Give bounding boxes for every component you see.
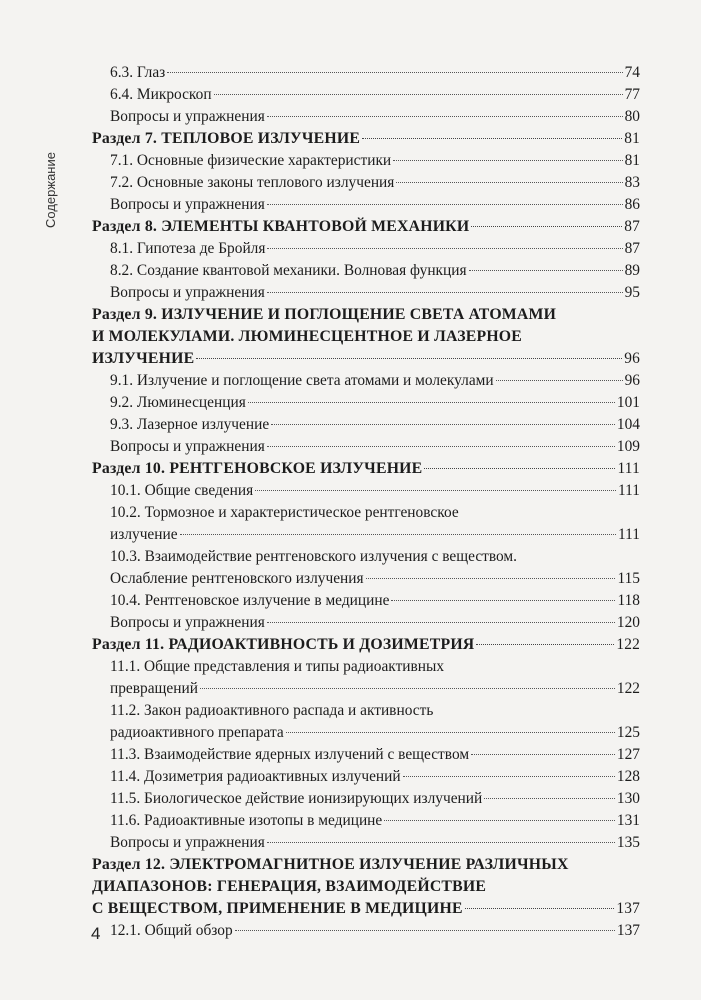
toc-section-entry (92, 854, 640, 920)
dot-leader (255, 490, 616, 491)
toc-section-entry (92, 216, 640, 238)
toc-entry-line (110, 480, 640, 502)
toc-entry-line (110, 62, 640, 84)
toc-entry-title: Вопросы и упражнения (110, 108, 265, 125)
toc-subsection-entry (92, 194, 640, 216)
toc-entry-title: 9.3. Лазерное излучение (110, 416, 270, 433)
toc-subsection-entry (92, 238, 640, 260)
toc-entry-title: 11.3. Взаимодействие ядерных излучений с веществом (110, 746, 470, 763)
toc-entry-title-line: 10.2. Тормозное и характеристическое рентгеновское (110, 504, 459, 521)
dot-leader (391, 600, 615, 601)
toc-entry-page: 122 (616, 680, 640, 697)
dot-leader (476, 644, 614, 645)
toc-subsection-entry (92, 106, 640, 128)
toc-entry-page: 115 (617, 570, 640, 587)
toc-entry-title: 9.2. Люминесценция (110, 394, 246, 411)
toc-entry-line (110, 150, 640, 172)
toc-subsection-entry (92, 744, 640, 766)
toc-entry-page: 111 (617, 460, 640, 477)
running-header-text: Содержание (43, 152, 58, 228)
toc-entry-page: 111 (618, 526, 640, 543)
toc-entry-page: 109 (616, 438, 640, 455)
toc-entry-title: 8.2. Создание квантовой механики. Волновая функция (110, 262, 467, 279)
dot-leader (267, 204, 623, 205)
dot-leader (366, 578, 616, 579)
dot-leader (180, 534, 616, 535)
toc-entry-line (110, 106, 640, 128)
dot-leader (196, 358, 622, 359)
toc-entry-page: 77 (624, 86, 640, 103)
toc-entry-line (110, 524, 640, 546)
toc-entry-page: 135 (616, 834, 640, 851)
toc-entry-line (110, 590, 640, 612)
toc-subsection-entry (92, 656, 640, 700)
toc-entry-line (110, 722, 640, 744)
toc-entry-line (110, 810, 640, 832)
toc-entry-page: 118 (617, 592, 640, 609)
toc-entry-page: 127 (616, 746, 640, 763)
toc-subsection-entry (92, 84, 640, 106)
dot-leader (484, 798, 615, 799)
toc-section-entry (92, 304, 640, 370)
toc-entry-page: 87 (624, 240, 640, 257)
toc-entry-page: 81 (624, 130, 640, 147)
toc-entry-line (110, 414, 640, 436)
toc-entry-line (92, 216, 640, 238)
toc-entry-line (92, 458, 640, 480)
toc-entry-page: 95 (624, 284, 640, 301)
toc-subsection-entry (92, 260, 640, 282)
toc-subsection-entry (92, 172, 640, 194)
toc-entry-page: 86 (624, 196, 640, 213)
dot-leader (214, 94, 623, 95)
toc-entry-page: 87 (624, 218, 640, 235)
toc-entry-line (110, 920, 640, 942)
toc-entry-title: Раздел 10. РЕНТГЕНОВСКОЕ ИЗЛУЧЕНИЕ (92, 460, 423, 477)
toc-subsection-entry (92, 62, 640, 84)
toc-entry-title: Раздел 7. ТЕПЛОВОЕ ИЗЛУЧЕНИЕ (92, 130, 361, 147)
dot-leader (267, 292, 623, 293)
toc-subsection-entry (92, 700, 640, 744)
toc-entry-title: Раздел 11. РАДИОАКТИВНОСТЬ И ДОЗИМЕТРИЯ (92, 636, 475, 653)
toc-entry-line (110, 172, 640, 194)
toc-entry-line (110, 84, 640, 106)
toc-entry-title-line: 10.3. Взаимодействие рентгеновского излучения с веществом. (110, 548, 518, 565)
toc-subsection-entry (92, 282, 640, 304)
toc-entry-title-line: Раздел 9. ИЗЛУЧЕНИЕ И ПОГЛОЩЕНИЕ СВЕТА АТОМАМИ (92, 306, 557, 323)
dot-leader (248, 402, 615, 403)
dot-leader (167, 72, 622, 73)
toc-subsection-entry (92, 502, 640, 546)
toc-entry-title: излучение (110, 526, 178, 543)
toc-entry-title-line: 11.2. Закон радиоактивного распада и активность (110, 702, 434, 719)
toc-entry-line (110, 392, 640, 414)
toc-entry-title-line: 11.1. Общие представления и типы радиоактивных (110, 658, 445, 675)
toc-entry-line (110, 744, 640, 766)
toc-entry-title: Раздел 8. ЭЛЕМЕНТЫ КВАНТОВОЙ МЕХАНИКИ (92, 218, 470, 235)
dot-leader (267, 446, 615, 447)
toc-entry-page: 120 (616, 614, 640, 631)
toc-entry-page: 131 (616, 812, 640, 829)
table-of-contents (92, 62, 640, 942)
toc-entry-title: 11.5. Биологическое действие ионизирующих излучений (110, 790, 483, 807)
toc-entry-title: 11.4. Дозиметрия радиоактивных излучений (110, 768, 401, 785)
toc-entry-title: 7.1. Основные физические характеристики (110, 152, 392, 169)
toc-entry-title: радиоактивного препарата (110, 724, 284, 741)
toc-entry-page: 128 (616, 768, 640, 785)
dot-leader (384, 820, 615, 821)
dot-leader (286, 732, 615, 733)
toc-subsection-entry (92, 788, 640, 810)
dot-leader (465, 908, 615, 909)
toc-subsection-entry (92, 392, 640, 414)
dot-leader (267, 622, 615, 623)
toc-subsection-entry (92, 546, 640, 590)
toc-entry-title: 11.6. Радиоактивные изотопы в медицине (110, 812, 383, 829)
toc-entry-line (110, 832, 640, 854)
dot-leader (267, 116, 623, 117)
toc-entry-title: Вопросы и упражнения (110, 438, 265, 455)
toc-entry-line (110, 568, 640, 590)
dot-leader (362, 138, 622, 139)
toc-entry-page: 89 (624, 262, 640, 279)
toc-subsection-entry (92, 414, 640, 436)
toc-entry-title: 12.1. Общий обзор (110, 922, 233, 939)
toc-entry-line (110, 260, 640, 282)
dot-leader (396, 182, 622, 183)
toc-entry-title: 6.3. Глаз (110, 64, 166, 81)
toc-entry-page: 80 (624, 108, 640, 125)
toc-entry-page: 74 (624, 64, 640, 81)
toc-entry-line (110, 766, 640, 788)
dot-leader (469, 270, 623, 271)
toc-entry-title-line: И МОЛЕКУЛАМИ. ЛЮМИНЕСЦЕНТНОЕ И ЛАЗЕРНОЕ (92, 328, 523, 345)
toc-subsection-entry (92, 810, 640, 832)
toc-entry-line (110, 788, 640, 810)
toc-entry-title: 10.4. Рентгеновское излучение в медицине (110, 592, 390, 609)
toc-entry-title: 9.1. Излучение и поглощение света атомами и молекулами (110, 372, 494, 389)
toc-entry-page: 130 (616, 790, 640, 807)
toc-entry-title: 10.1. Общие сведения (110, 482, 254, 499)
toc-entry-title: 8.1. Гипотеза де Бройля (110, 240, 266, 257)
toc-section-entry (92, 128, 640, 150)
dot-leader (267, 842, 615, 843)
toc-entry-title: Вопросы и упражнения (110, 834, 265, 851)
toc-entry-line (110, 678, 640, 700)
toc-section-entry (92, 458, 640, 480)
toc-entry-line (92, 348, 640, 370)
toc-entry-title: ИЗЛУЧЕНИЕ (92, 350, 195, 367)
toc-entry-page: 122 (616, 636, 640, 653)
dot-leader (471, 226, 622, 227)
dot-leader (471, 754, 615, 755)
toc-entry-line (92, 128, 640, 150)
toc-subsection-entry (92, 766, 640, 788)
toc-entry-page: 137 (616, 922, 640, 939)
running-header (43, 152, 58, 228)
dot-leader (393, 160, 622, 161)
toc-entry-title: Вопросы и упражнения (110, 196, 265, 213)
toc-entry-page: 125 (616, 724, 640, 741)
toc-entry-line (92, 898, 640, 920)
toc-subsection-entry (92, 150, 640, 172)
dot-leader (267, 248, 622, 249)
toc-entry-line (110, 612, 640, 634)
toc-entry-title: 6.4. Микроскоп (110, 86, 212, 103)
toc-subsection-entry (92, 612, 640, 634)
toc-entry-title: Ослабление рентгеновского излучения (110, 570, 364, 587)
toc-entry-page: 96 (624, 372, 640, 389)
toc-entry-title: Вопросы и упражнения (110, 284, 265, 301)
toc-entry-title-line: ДИАПАЗОНОВ: ГЕНЕРАЦИЯ, ВЗАИМОДЕЙСТВИЕ (92, 878, 487, 895)
toc-entry-page: 104 (616, 416, 640, 433)
toc-entry-page: 111 (618, 482, 640, 499)
toc-entry-line (110, 370, 640, 392)
toc-entry-page: 83 (624, 174, 640, 191)
toc-entry-line (92, 634, 640, 656)
toc-subsection-entry (92, 480, 640, 502)
toc-entry-title-line: Раздел 12. ЭЛЕКТРОМАГНИТНОЕ ИЗЛУЧЕНИЕ РАЗЛИЧНЫХ (92, 856, 569, 873)
toc-entry-page: 81 (624, 152, 640, 169)
dot-leader (271, 424, 615, 425)
dot-leader (403, 776, 615, 777)
toc-subsection-entry (92, 920, 640, 942)
toc-entry-title: превращений (110, 680, 198, 697)
toc-entry-line (110, 282, 640, 304)
toc-entry-title: С ВЕЩЕСТВОМ, ПРИМЕНЕНИЕ В МЕДИЦИНЕ (92, 900, 463, 917)
dot-leader (424, 468, 615, 469)
toc-entry-line (110, 238, 640, 260)
toc-entry-title: 7.2. Основные законы теплового излучения (110, 174, 395, 191)
toc-subsection-entry (92, 590, 640, 612)
toc-subsection-entry (92, 436, 640, 458)
toc-subsection-entry (92, 832, 640, 854)
toc-entry-line (110, 194, 640, 216)
dot-leader (235, 930, 615, 931)
toc-entry-page: 101 (616, 394, 640, 411)
page-number: 4 (91, 924, 101, 943)
toc-entry-line (110, 436, 640, 458)
toc-entry-title: Вопросы и упражнения (110, 614, 265, 631)
dot-leader (496, 380, 623, 381)
toc-subsection-entry (92, 370, 640, 392)
dot-leader (200, 688, 615, 689)
toc-entry-page: 96 (624, 350, 640, 367)
toc-section-entry (92, 634, 640, 656)
toc-entry-page: 137 (616, 900, 640, 917)
